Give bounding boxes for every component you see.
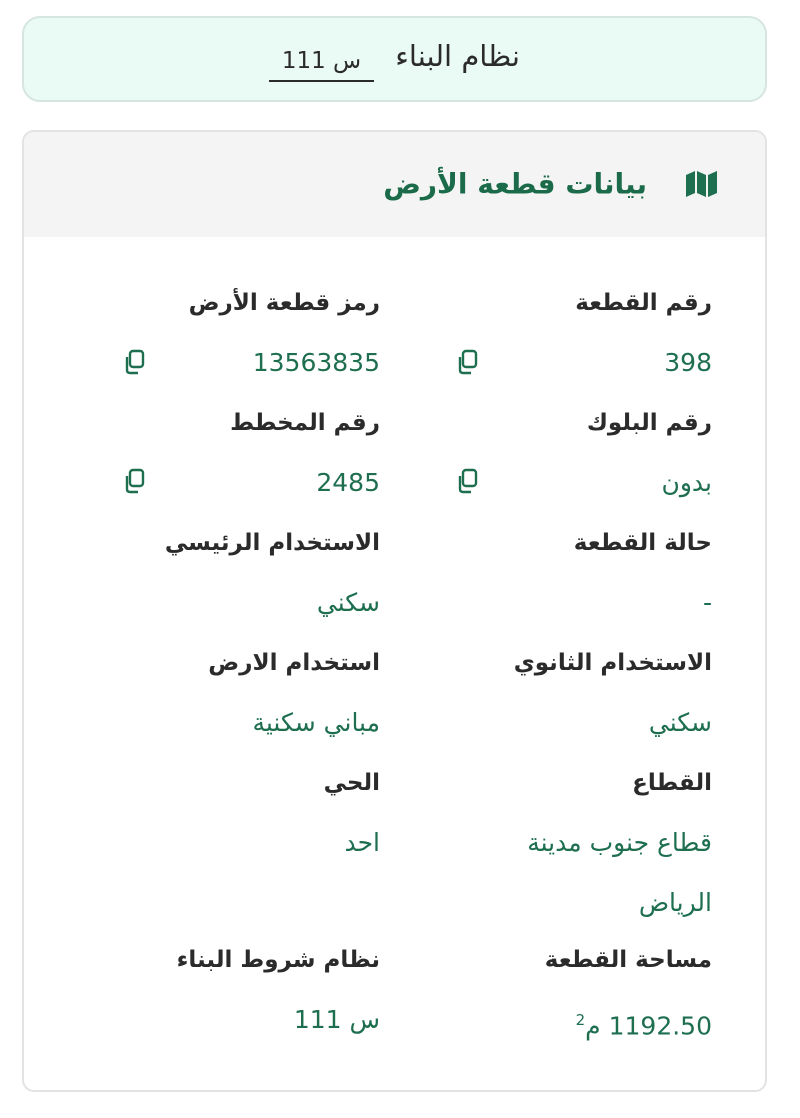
card-title: بيانات قطعة الأرض [383, 167, 647, 201]
plot-area-label: مساحة القطعة [544, 947, 712, 973]
plan-number-label: رقم المخطط [230, 410, 380, 436]
block-number-value: بدون [661, 468, 712, 497]
main-use-label: الاستخدام الرئيسي [164, 530, 380, 556]
copy-land-code-icon[interactable] [122, 349, 148, 375]
building-system-label: نظام البناء [395, 39, 520, 73]
land-use-label: استخدام الارض [208, 650, 380, 676]
secondary-use-label: الاستخدام الثانوي [513, 650, 712, 676]
block-number-label: رقم البلوك [586, 410, 712, 436]
building-code-label: نظام شروط البناء [176, 947, 380, 973]
land-code-label: رمز قطعة الأرض [188, 290, 380, 316]
district-label: الحي [323, 770, 380, 796]
copy-plan-number-icon[interactable] [122, 468, 148, 494]
district-value: احد [344, 828, 380, 857]
plot-area-unit-superscript: 2 [575, 1011, 586, 1029]
land-use-value: مباني سكنية [252, 708, 380, 737]
sector-label: القطاع [632, 770, 712, 796]
land-plot-card [22, 130, 767, 1092]
building-system-value[interactable]: س 111 [269, 40, 374, 82]
sector-value-line2: الرياض [638, 888, 712, 917]
plot-area-value [412, 991, 712, 1055]
plot-number-label: رقم القطعة [575, 290, 712, 316]
main-use-value: سكني [316, 588, 380, 617]
plot-area-number: 1192.50 م [585, 1011, 712, 1041]
building-code-value: س 111 [293, 1005, 380, 1034]
building-system-banner [22, 16, 767, 102]
card-header [24, 132, 765, 237]
plan-number-value: 2485 [316, 468, 380, 497]
land-code-value: 13563835 [252, 348, 380, 377]
copy-block-number-icon[interactable] [455, 468, 481, 494]
copy-plot-number-icon[interactable] [455, 349, 481, 375]
plot-status-label: حالة القطعة [573, 530, 712, 556]
map-icon [686, 171, 717, 197]
plot-number-value: 398 [664, 348, 712, 377]
secondary-use-value: سكني [648, 708, 712, 737]
plot-status-value: - [702, 588, 712, 617]
sector-value-line1: قطاع جنوب مدينة [527, 828, 712, 857]
